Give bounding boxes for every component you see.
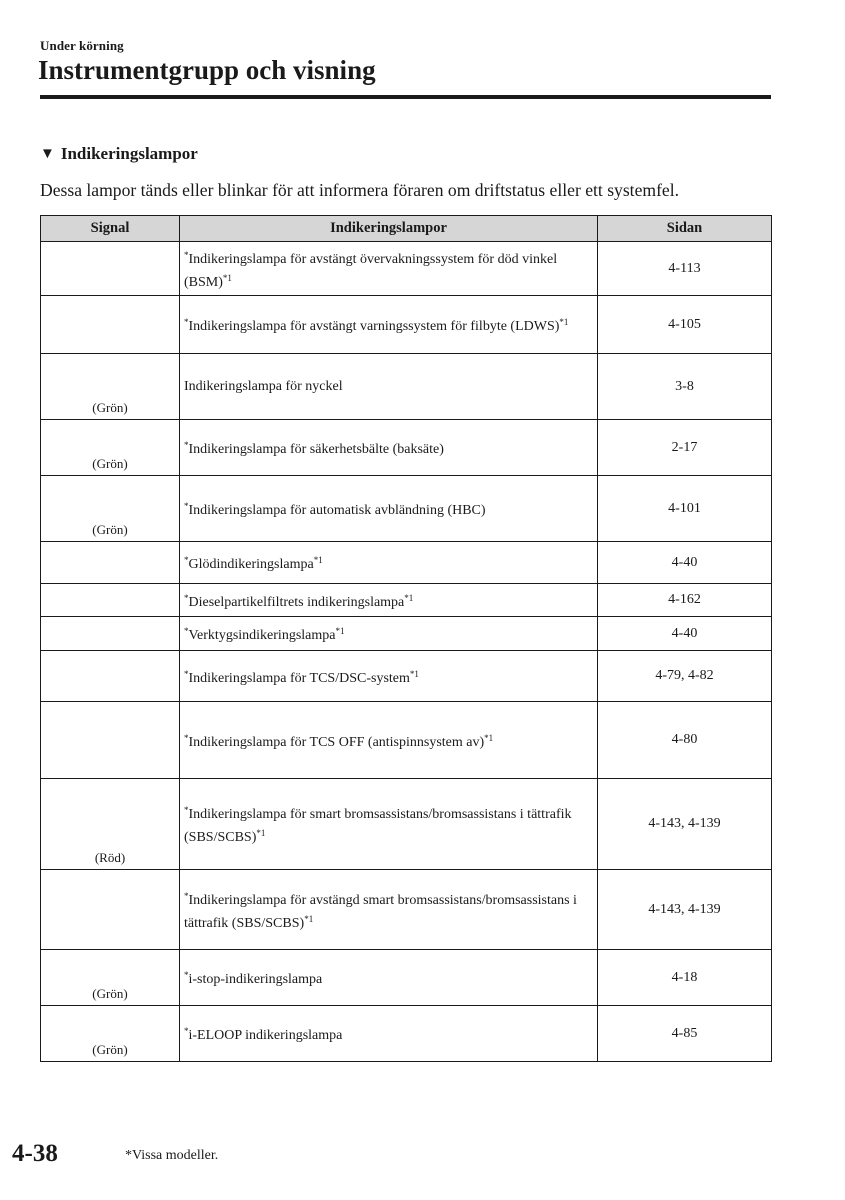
optional-marker: * — [184, 626, 189, 636]
indicator-cell — [180, 354, 598, 420]
optional-marker: * — [184, 501, 189, 511]
indicator-cell — [180, 651, 598, 702]
signal-cell — [41, 420, 180, 476]
indicator-cell — [180, 1006, 598, 1062]
table-row — [41, 296, 772, 354]
table-row — [41, 702, 772, 779]
page-ref-cell: 4-105 — [598, 296, 772, 354]
indicator-text: Indikeringslampa för avstängt varningssystem för filbyte (LDWS) — [188, 319, 560, 334]
signal-caption: (Grön) — [92, 456, 128, 471]
footnote-ref: *1 — [409, 668, 419, 679]
page-ref-cell: 4-85 — [598, 1006, 772, 1062]
page-ref-cell: 4-101 — [598, 476, 772, 542]
signal-cell — [41, 354, 180, 420]
table-row — [41, 1006, 772, 1062]
signal-cell — [41, 584, 180, 617]
signal-cell — [41, 870, 180, 950]
page-ref-cell: 4-143, 4-139 — [598, 870, 772, 950]
indicator-cell — [180, 950, 598, 1006]
table-row — [41, 584, 772, 617]
indicator-text: Glödindikeringslampa — [188, 557, 314, 572]
page-ref-cell: 4-18 — [598, 950, 772, 1006]
table-row — [41, 354, 772, 420]
indicator-text: i-stop-indikeringslampa — [188, 972, 323, 987]
footnote-ref: *1 — [304, 913, 314, 924]
indicator-text: Dieselpartikelfiltrets indikeringslampa — [188, 594, 405, 610]
page-ref-cell: 4-113 — [598, 242, 772, 296]
title-divider — [40, 95, 771, 99]
optional-marker: * — [184, 555, 189, 565]
signal-cell — [41, 476, 180, 542]
column-header-page: Sidan — [598, 216, 772, 242]
footnote-ref: *1 — [335, 626, 345, 636]
signal-caption: (Grön) — [92, 400, 128, 415]
page-ref-cell: 4-80 — [598, 702, 772, 779]
indicator-cell — [180, 420, 598, 476]
table-row — [41, 651, 772, 702]
table-row — [41, 542, 772, 584]
signal-cell — [41, 950, 180, 1006]
signal-cell — [41, 542, 180, 584]
subsection-heading — [40, 144, 198, 164]
indicator-text: Indikeringslampa för avstängd smart bromsassistans/bromsassistans i tättrafik (SBS/SCBS) — [184, 892, 577, 931]
indicator-cell — [180, 476, 598, 542]
triangle-marker-icon: ▼ — [40, 146, 55, 162]
indicator-text: Indikeringslampa för avstängt övervakningssystem för död vinkel (BSM) — [184, 251, 558, 290]
indicator-text: Indikeringslampa för säkerhetsbälte (baksäte) — [188, 442, 444, 457]
table-row — [41, 242, 772, 296]
signal-cell — [41, 617, 180, 651]
page-ref-cell: 4-40 — [598, 617, 772, 651]
table-row — [41, 420, 772, 476]
indicator-text: i-ELOOP indikeringslampa — [188, 1028, 343, 1043]
subsection-title: Indikeringslampor — [60, 144, 198, 163]
signal-caption: (Grön) — [92, 986, 128, 1001]
signal-cell — [41, 296, 180, 354]
table-row — [41, 476, 772, 542]
indicator-text: Verktygsindikeringslampa — [188, 628, 336, 643]
signal-cell — [41, 779, 180, 870]
signal-caption: (Grön) — [92, 1042, 128, 1057]
page-ref-cell: 3-8 — [598, 354, 772, 420]
page-ref-cell: 4-162 — [598, 584, 772, 617]
signal-cell — [41, 702, 180, 779]
column-header-indicator: Indikeringslampor — [180, 216, 598, 242]
footnote-ref: *1 — [222, 272, 232, 283]
page-title: Instrumentgrupp och visning — [38, 55, 376, 85]
intro-text: Dessa lampor tänds eller blinkar för att informera föraren om driftstatus eller ett systemfel. — [40, 180, 680, 200]
indicator-text: Indikeringslampa för TCS OFF (antispinnsystem av) — [188, 734, 485, 750]
table-row — [41, 617, 772, 651]
signal-cell — [41, 1006, 180, 1062]
table-header-row — [41, 216, 772, 242]
signal-caption: (Röd) — [94, 850, 126, 865]
optional-marker: * — [184, 732, 189, 743]
page-ref-cell: 4-79, 4-82 — [598, 651, 772, 702]
footnote: *Vissa modeller. — [125, 1148, 219, 1163]
optional-marker: * — [184, 440, 189, 450]
page-ref-cell: 2-17 — [598, 420, 772, 476]
indicator-table — [40, 215, 772, 1062]
optional-marker: * — [184, 1026, 189, 1036]
optional-marker: * — [184, 970, 189, 980]
page-ref-cell: 4-143, 4-139 — [598, 779, 772, 870]
page-number: 4-38 — [12, 1140, 58, 1167]
table-row — [41, 950, 772, 1006]
indicator-cell — [180, 779, 598, 870]
optional-marker: * — [184, 592, 189, 603]
column-header-signal: Signal — [41, 216, 180, 242]
footnote-ref: *1 — [484, 732, 494, 743]
indicator-cell — [180, 702, 598, 779]
footnote-ref: *1 — [313, 555, 323, 565]
indicator-cell — [180, 617, 598, 651]
page-ref-cell: 4-40 — [598, 542, 772, 584]
optional-marker: * — [184, 249, 189, 260]
optional-marker: * — [184, 890, 189, 901]
indicator-cell — [180, 870, 598, 950]
indicator-text: Indikeringslampa för TCS/DSC-system — [188, 670, 410, 686]
footnote-ref: *1 — [559, 317, 569, 327]
signal-cell — [41, 242, 180, 296]
table-row — [41, 870, 772, 950]
indicator-text: Indikeringslampa för smart bromsassistans/bromsassistans i tättrafik (SBS/SCBS) — [184, 807, 572, 845]
indicator-cell — [180, 584, 598, 617]
footnote-ref: *1 — [404, 592, 414, 603]
indicator-text: Indikeringslampa för automatisk avbländning (HBC) — [188, 503, 486, 518]
optional-marker: * — [184, 805, 189, 815]
indicator-cell — [180, 242, 598, 296]
footnote-ref: *1 — [256, 828, 266, 838]
optional-marker: * — [184, 668, 189, 679]
table-row — [41, 779, 772, 870]
indicator-cell — [180, 542, 598, 584]
signal-cell — [41, 651, 180, 702]
indicator-text: Indikeringslampa för nyckel — [184, 378, 343, 394]
indicator-cell — [180, 296, 598, 354]
section-label: Under körning — [40, 38, 124, 53]
signal-caption: (Grön) — [92, 522, 128, 537]
optional-marker: * — [184, 317, 189, 327]
